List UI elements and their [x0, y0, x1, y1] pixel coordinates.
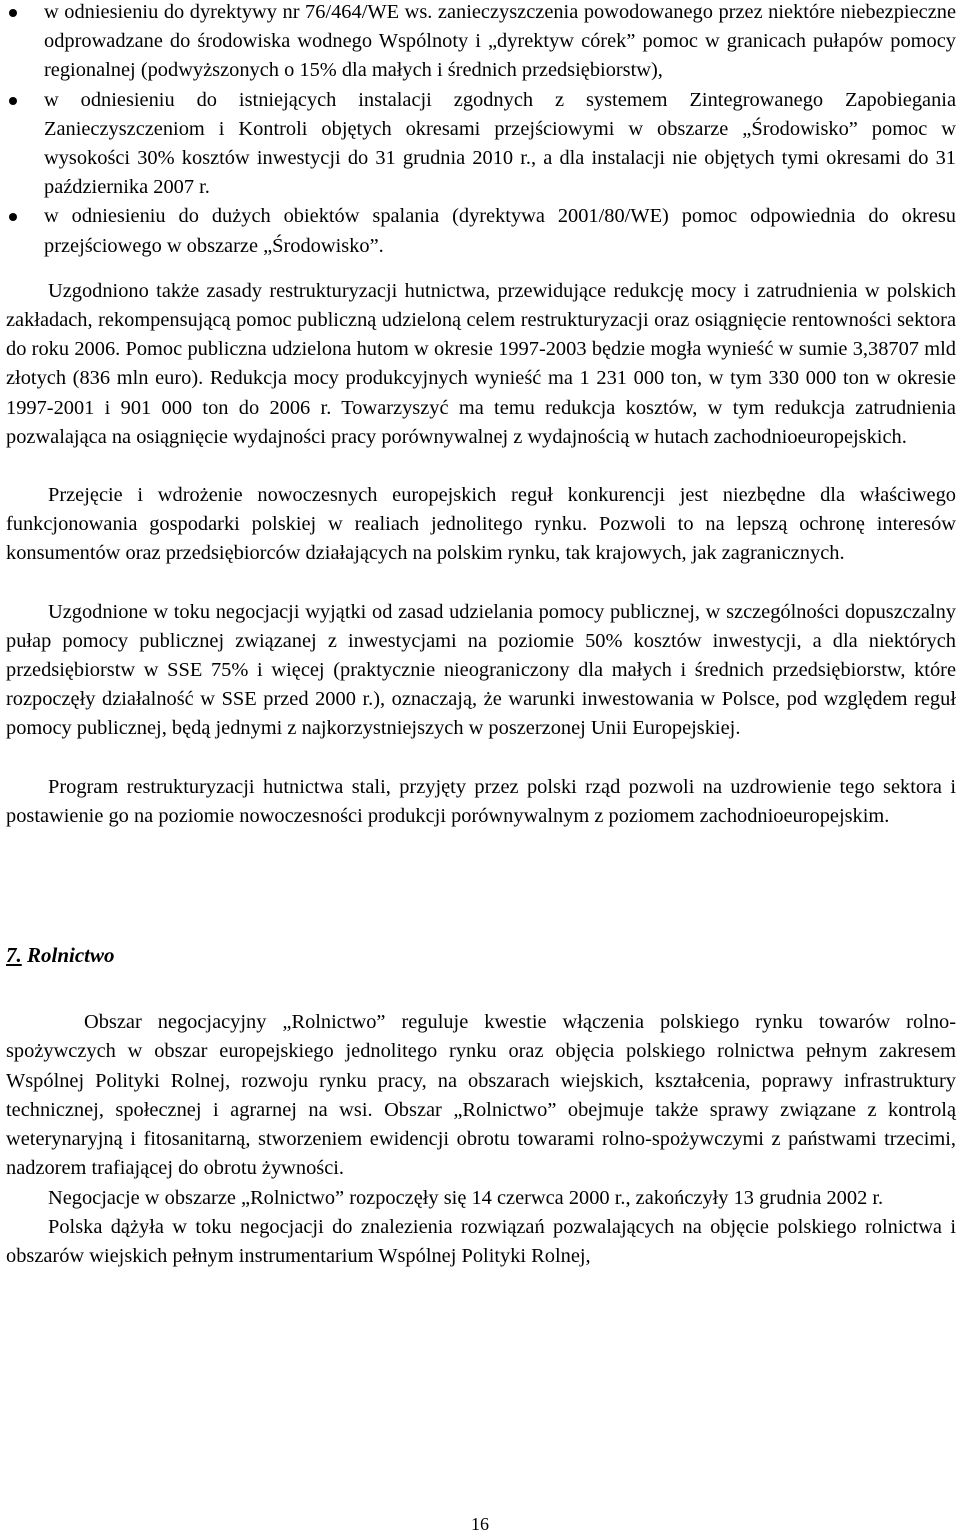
section-title: Rolnictwo — [27, 943, 115, 968]
section-heading — [6, 941, 956, 970]
section-number: 7. — [6, 943, 22, 968]
paragraph-steel-restructuring: Uzgodniono także zasady restrukturyzacji hutnictwa, przewidujące redukcję mocy i zatrudnienia w polskich zakładach, rekompensującą pomoc publiczną udzieloną celem restrukturyzacji oraz osiągnięcie rentowności sektora do roku 2006. Pomoc publiczna udzielona hutom w okresie 1997-2003 będzie mogła wynieść w sumie 3,38707 mld złotych (836 mln euro). Redukcja mocy produkcyjnych wynieść ma 1 231 000 ton, w tym 330 000 ton w okresie 1997-2001 i 901 000 ton do 2006 r. Towarzyszyć ma temu redukcja kosztów, w tym redukcja zatrudnienia pozwalająca na osiągnięcie wydajności pracy porównywalnej z wydajnością w hutach zachodnioeuropejskich. — [6, 279, 956, 448]
list-item: w odniesieniu do dyrektywy nr 76/464/WE ws. zanieczyszczenia powodowanego przez niektóre niebezpieczne odprowadzane do środowiska wodnego Wspólnoty i „dyrektyw córek” pomoc w granicach pułapów pomocy regionalnej (podwyższonych o 15% dla małych i średnich przedsiębiorstw), — [6, 0, 956, 86]
list-item: w odniesieniu do istniejących instalacji zgodnych z systemem Zintegrowanego Zapobiegania Zanieczyszczeniom i Kontroli objętych okresami przejściowymi w obszarze „Środowisko” pomoc w wysokości 30% kosztów inwestycji do 31 grudnia 2010 r., a dla instalacji nie objętych tymi okresami do 31 października 2007 r. — [6, 86, 956, 203]
document-page — [6, 0, 956, 1271]
list-item: w odniesieniu do dużych obiektów spalania (dyrektywa 2001/80/WE) pomoc odpowiednia do okresu przejściowego w obszarze „Środowisko”. — [6, 202, 956, 260]
paragraph-state-aid-exceptions: Uzgodnione w toku negocjacji wyjątki od zasad udzielania pomocy publicznej, w szczególności dopuszczalny pułap pomocy publicznej związanej z inwestycjami na poziomie 50% kosztów inwestycji, a dla niektórych przedsiębiorstw w SSE 75% i więcej (praktycznie nieograniczony dla małych i średnich przedsiębiorstw, które rozpoczęły działalność w SSE przed 2000 r.), oznaczają, że warunki inwestowania w Polsce, pod względem reguł pomocy publicznej, będą jednymi z najkorzystniejszych w poszerzonej Unii Europejskiej. — [6, 600, 956, 740]
paragraph-negotiation-dates: Negocjacje w obszarze „Rolnictwo” rozpoczęły się 14 czerwca 2000 r., zakończyły 13 grudnia 2002 r. — [48, 1186, 884, 1209]
page-number: 16 — [471, 1514, 489, 1534]
bullet-list — [6, 0, 956, 261]
paragraph-agriculture-scope: Obszar negocjacyjny „Rolnictwo” reguluje kwestie włączenia polskiego rynku towarów rolno-spożywczych w obszar europejskiego jednolitego rynku oraz objęcia polskiego rolnictwa pełnym zakresem Wspólnej Polityki Rolnej, rozwoju rynku pracy, na obszarach wiejskich, kształcenia, poprawy infrastruktury technicznej, społecznej i agrarnej na wsi. Obszar „Rolnictwo” obejmuje także sprawy związane z kontrolą weterynaryjną i fitosanitarną, stworzeniem ewidencji obrotu towarami rolno-spożywczymi z państwami trzecimi, nadzorem trafiającej do obrotu żywności. — [6, 1011, 956, 1180]
paragraph-competition-rules: Przejęcie i wdrożenie nowoczesnych europejskich reguł konkurencji jest niezbędne dla właściwego funkcjonowania gospodarki polskiej w realiach jednolitego rynku. Pozwoli to na lepszą ochronę interesów konsumentów oraz przedsiębiorców działających na polskim rynku, tak krajowych, jak zagranicznych. — [6, 484, 956, 565]
paragraph-steel-program: Program restrukturyzacji hutnictwa stali, przyjęty przez polski rząd pozwoli na uzdrowienie tego sektora i postawienie go na poziomie nowoczesności produkcji porównywalnym z poziomem zachodnioeuropejskim. — [6, 775, 956, 827]
paragraph-poland-goals: Polska dążyła w toku negocjacji do znalezienia rozwiązań pozwalających na objęcie polskiego rolnictwa i obszarów wiejskich pełnym instrumentarium Wspólnej Polityki Rolnej, — [6, 1215, 956, 1267]
